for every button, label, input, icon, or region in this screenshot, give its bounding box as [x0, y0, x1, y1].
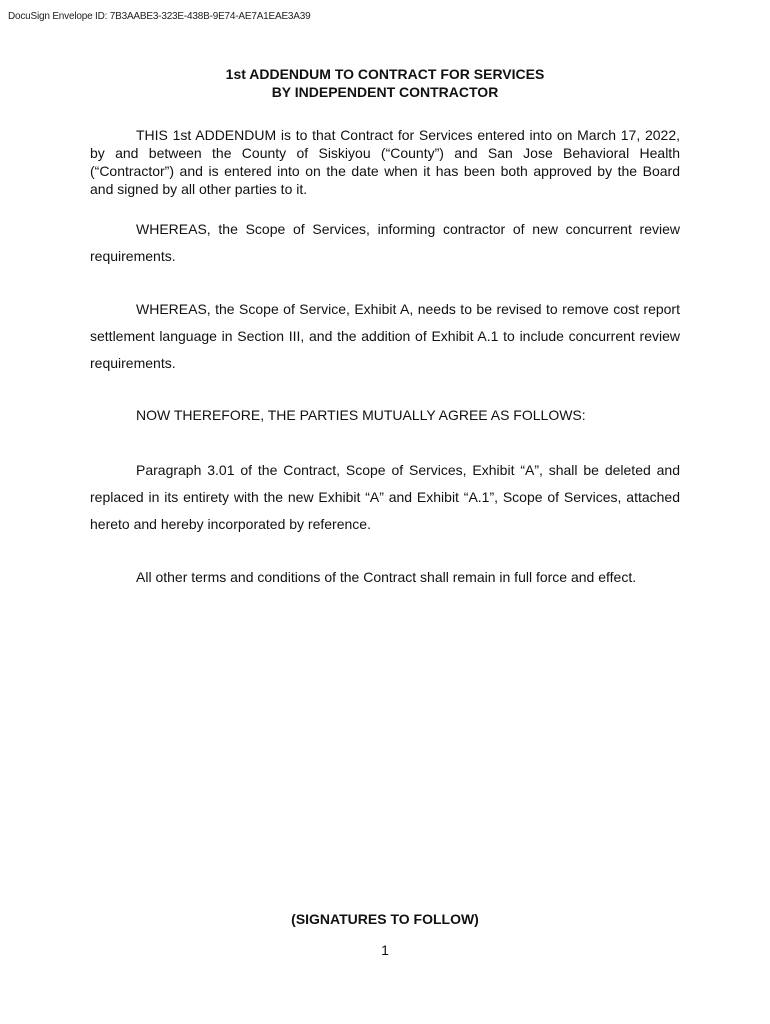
signatures-to-follow: (SIGNATURES TO FOLLOW) [291, 911, 479, 927]
other-terms-paragraph: All other terms and conditions of the Contract shall remain in full force and effect. [136, 569, 637, 585]
docusign-envelope-id: DocuSign Envelope ID: 7B3AABE3-323E-438B-9E74-AE7A1EAE3A39 [8, 11, 311, 22]
addendum-intro-paragraph: THIS 1st ADDENDUM is to that Contract for Services entered into on March 17, 2022, by and between the County of Siskiyou (“County”) and San Jose Behavioral Health (“Contractor”) and is entered into on the date when it has been both approved by the Board and signed by all other parties to it. [90, 127, 680, 197]
document-subtitle: BY INDEPENDENT CONTRACTOR [271, 84, 499, 100]
whereas-paragraph-1: WHEREAS, the Scope of Services, informing contractor of new concurrent review requirements. [90, 221, 680, 264]
document-title: 1st ADDENDUM TO CONTRACT FOR SERVICES [225, 66, 545, 82]
now-therefore-paragraph: NOW THEREFORE, THE PARTIES MUTUALLY AGREE AS FOLLOWS: [136, 407, 586, 423]
page-number: 1 [381, 942, 389, 958]
amendment-paragraph: Paragraph 3.01 of the Contract, Scope of Services, Exhibit “A”, shall be deleted and replaced in its entirety with the new Exhibit “A” and Exhibit “A.1”, Scope of Services, attached hereto and hereby incorporated by reference. [90, 462, 680, 532]
whereas-paragraph-2: WHEREAS, the Scope of Service, Exhibit A, needs to be revised to remove cost report settlement language in Section III, and the addition of Exhibit A.1 to include concurrent review requirements. [90, 301, 680, 371]
